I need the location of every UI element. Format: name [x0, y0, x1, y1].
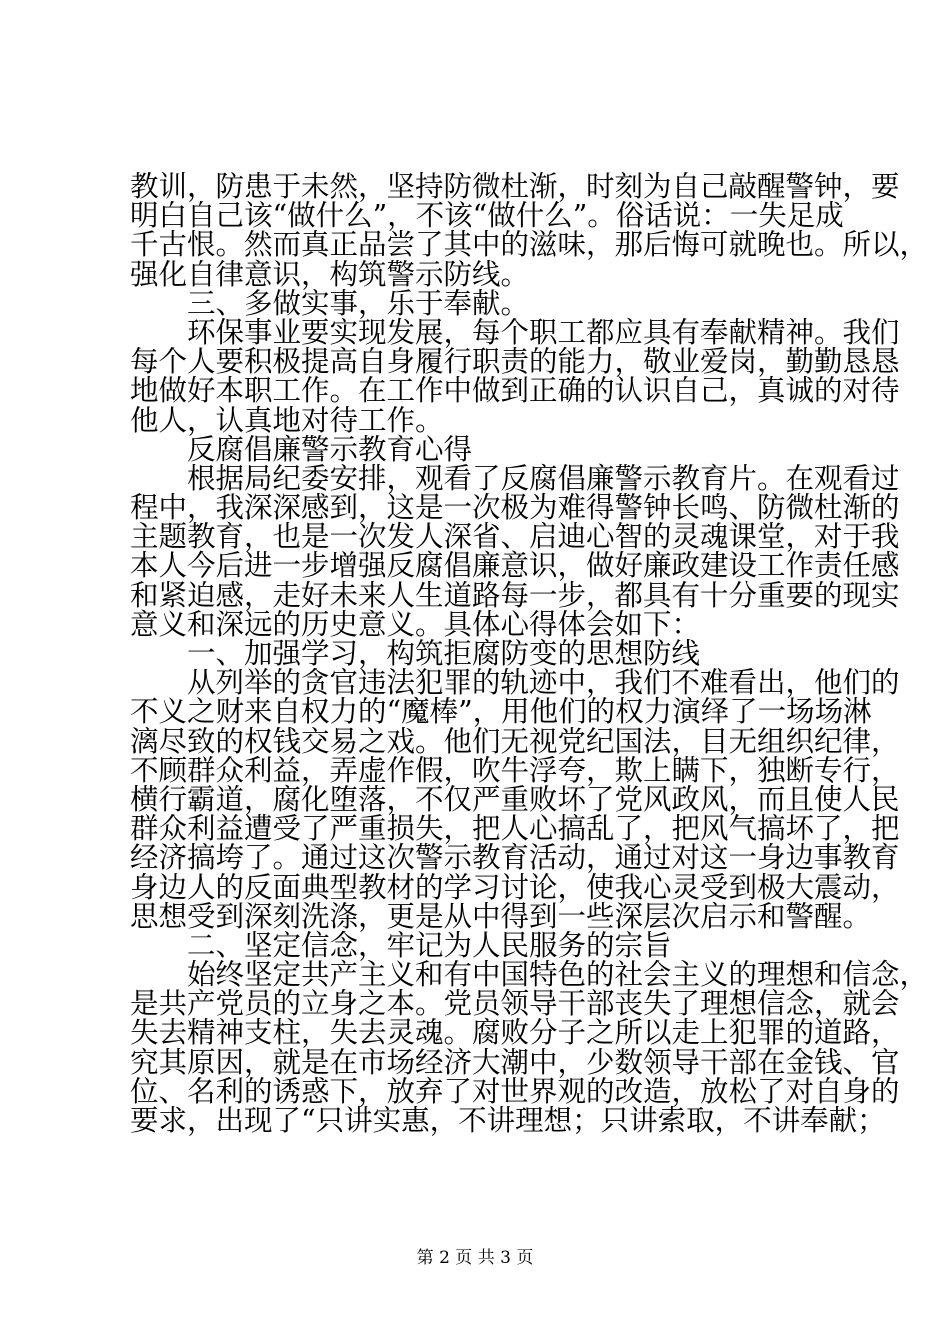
- text-line: 思想受到深刻洗涤，更是从中得到一些深层次启示和警醒。: [130, 899, 872, 933]
- page-footer: 第 2 页 共 3 页: [416, 1248, 534, 1268]
- text-line: 失去精神支柱，失去灵魂。腐败分子之所以走上犯罪的道路，: [130, 1016, 900, 1050]
- text-line: 意义和深远的历史意义。具体心得体会如下：: [130, 607, 701, 641]
- text-line: 不顾群众利益，弄虚作假，吹牛浮夸，欺上瞒下，独断专行，: [130, 753, 900, 787]
- text-line: 群众利益遭受了严重损失，把人心搞乱了，把风气搞坏了，把: [130, 812, 900, 846]
- text-line: 根据局纪委安排，观看了反腐倡廉警示教育片。在观看过: [187, 461, 900, 495]
- text-line: 身边人的反面典型教材的学习讨论，使我心灵受到极大震动，: [130, 870, 900, 904]
- text-line: 教训，防患于未然，坚持防微杜渐，时刻为自己敲醒警钟，要: [130, 170, 900, 203]
- text-line: 强化自律意识，构筑警示防线。: [130, 257, 530, 291]
- text-line: 地做好本职工作。在工作中做到正确的认识自己，真诚的对待: [130, 374, 900, 408]
- text-line: 主题教育，也是一次发人深省、启迪心智的灵魂课堂，对于我: [130, 520, 900, 554]
- text-line: 二、坚定信念，牢记为人民服务的宗旨: [187, 928, 672, 962]
- text-line: 和紧迫感，走好未来人生道路每一步，都具有十分重要的现实: [130, 578, 900, 612]
- text-line: 始终坚定共产主义和有中国特色的社会主义的理想和信念，: [187, 958, 929, 992]
- text-line: 位、名利的诱惑下，放弃了对世界观的改造，放松了对自身的: [130, 1074, 900, 1108]
- text-line: 要求，出现了“只讲实惠，不讲理想；只讲索取，不讲奉献；: [130, 1104, 886, 1137]
- text-line: 反腐倡廉警示教育心得: [187, 432, 473, 466]
- text-line: 不义之财来自权力的“魔棒”，用他们的权力演绎了一场场淋: [130, 695, 872, 729]
- text-line: 是共产党员的立身之本。党员领导干部丧失了理想信念，就会: [130, 987, 900, 1021]
- text-line: 千古恨。然而真正品尝了其中的滋味，那后悔可就晚也。所以，: [130, 228, 929, 262]
- text-line: 每个人要积极提高自身履行职责的能力，敬业爱岗，勤勤恳恳: [130, 345, 900, 379]
- text-line: 漓尽致的权钱交易之戏。他们无视党纪国法，目无组织纪律，: [130, 724, 900, 758]
- text-line: 从列举的贪官违法犯罪的轨迹中，我们不难看出，他们的: [187, 666, 900, 700]
- text-line: 经济搞垮了。通过这次警示教育活动，通过对这一身边事教育: [130, 841, 900, 875]
- text-line: 一、加强学习，构筑拒腐防变的思想防线: [187, 637, 701, 670]
- text-line: 他人，认真地对待工作。: [130, 403, 444, 437]
- document-body: [130, 170, 929, 1137]
- text-line: 三、多做实事，乐于奉献。: [187, 286, 530, 320]
- text-line: 环保事业要实现发展，每个职工都应具有奉献精神。我们: [187, 315, 900, 349]
- text-line: 程中，我深深感到，这是一次极为难得警钟长鸣、防微杜渐的: [130, 491, 900, 525]
- text-line: 究其原因，就是在市场经济大潮中，少数领导干部在金钱、官: [130, 1045, 900, 1079]
- text-line: 明白自己该“做什么”，不该“做什么”。俗话说：一失足成: [130, 199, 844, 233]
- text-line: 横行霸道，腐化堕落，不仅严重败坏了党风政风，而且使人民: [130, 782, 900, 816]
- text-line: 本人今后进一步增强反腐倡廉意识，做好廉政建设工作责任感: [130, 549, 900, 583]
